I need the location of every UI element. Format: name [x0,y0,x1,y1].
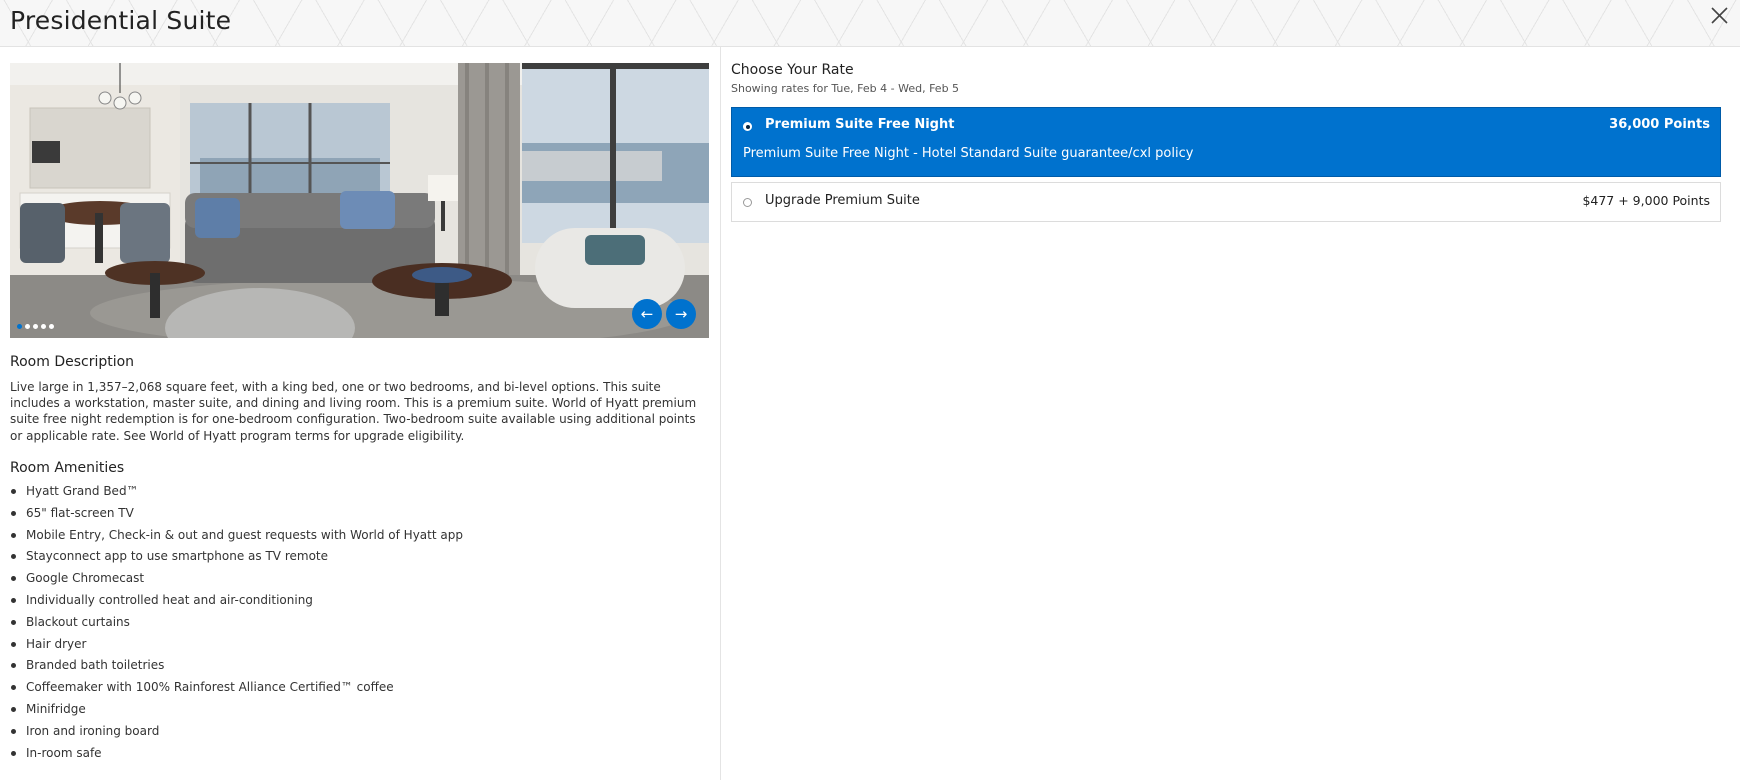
room-description-text: Live large in 1,357–2,068 square feet, with a king bed, one or two bedrooms, and bi-level options. This suite includes a workstation, master suite, and dining and living room. This is a premium suite. World of Hyatt premium suite free night redemption is for one-bedroom configuration. Two-bedroom suite available using additional points or applicable rate. See World of Hyatt program terms for upgrade eligibility. [10,380,697,443]
amenity-item: Iron and ironing board [10,723,463,745]
carousel-dot[interactable] [17,324,22,329]
radio-unselected-icon[interactable] [743,198,752,207]
amenity-item: Stayconnect app to use smartphone as TV remote [10,548,463,570]
amenity-item: Individually controlled heat and air-conditioning [10,592,463,614]
rate-option-price: $477 + 9,000 Points [1582,193,1710,208]
room-description-heading: Room Description [10,354,135,370]
carousel-dot[interactable] [41,324,46,329]
rate-option-premium-suite-free-night[interactable] [731,107,1721,177]
amenity-item: Branded bath toiletries [10,657,463,679]
close-icon [1708,4,1732,28]
rate-option-name: Premium Suite Free Night [765,117,955,132]
amenity-item: 65" flat-screen TV [10,505,463,527]
carousel-next-button[interactable] [666,299,696,329]
carousel-dot[interactable] [25,324,30,329]
rate-option-name: Upgrade Premium Suite [765,193,920,208]
radio-selected-icon[interactable] [743,122,752,131]
carousel-prev-button[interactable] [632,299,662,329]
rate-heading: Choose Your Rate [731,62,854,78]
column-divider [720,47,721,780]
rate-option-upgrade-premium-suite[interactable] [731,182,1721,222]
rate-option-detail: Premium Suite Free Night - Hotel Standard Suite guarantee/cxl policy [743,146,1194,161]
amenity-item: Hyatt Grand Bed™ [10,483,463,505]
amenity-item: Minifridge [10,701,463,723]
amenity-item: Hair dryer [10,636,463,658]
amenities-list [10,483,463,766]
amenity-item: Blackout curtains [10,614,463,636]
carousel-dot[interactable] [33,324,38,329]
arrow-left-icon: ← [640,305,654,323]
close-button[interactable] [1708,4,1732,28]
amenity-item: In-room safe [10,745,463,767]
carousel-dot[interactable] [49,324,54,329]
rate-option-price: 36,000 Points [1609,117,1710,132]
room-image-carousel[interactable] [10,63,709,338]
modal-header [0,0,1740,47]
room-amenities-heading: Room Amenities [10,460,125,476]
amenity-item: Coffeemaker with 100% Rainforest Alliance Certified™ coffee [10,679,463,701]
room-photo [10,63,709,338]
amenity-item: Google Chromecast [10,570,463,592]
carousel-dots [17,324,54,329]
arrow-right-icon: → [674,305,688,323]
rate-dates: Showing rates for Tue, Feb 4 - Wed, Feb 5 [731,82,960,95]
modal-title: Presidential Suite [10,6,232,35]
amenity-item: Mobile Entry, Check-in & out and guest requests with World of Hyatt app [10,527,463,549]
